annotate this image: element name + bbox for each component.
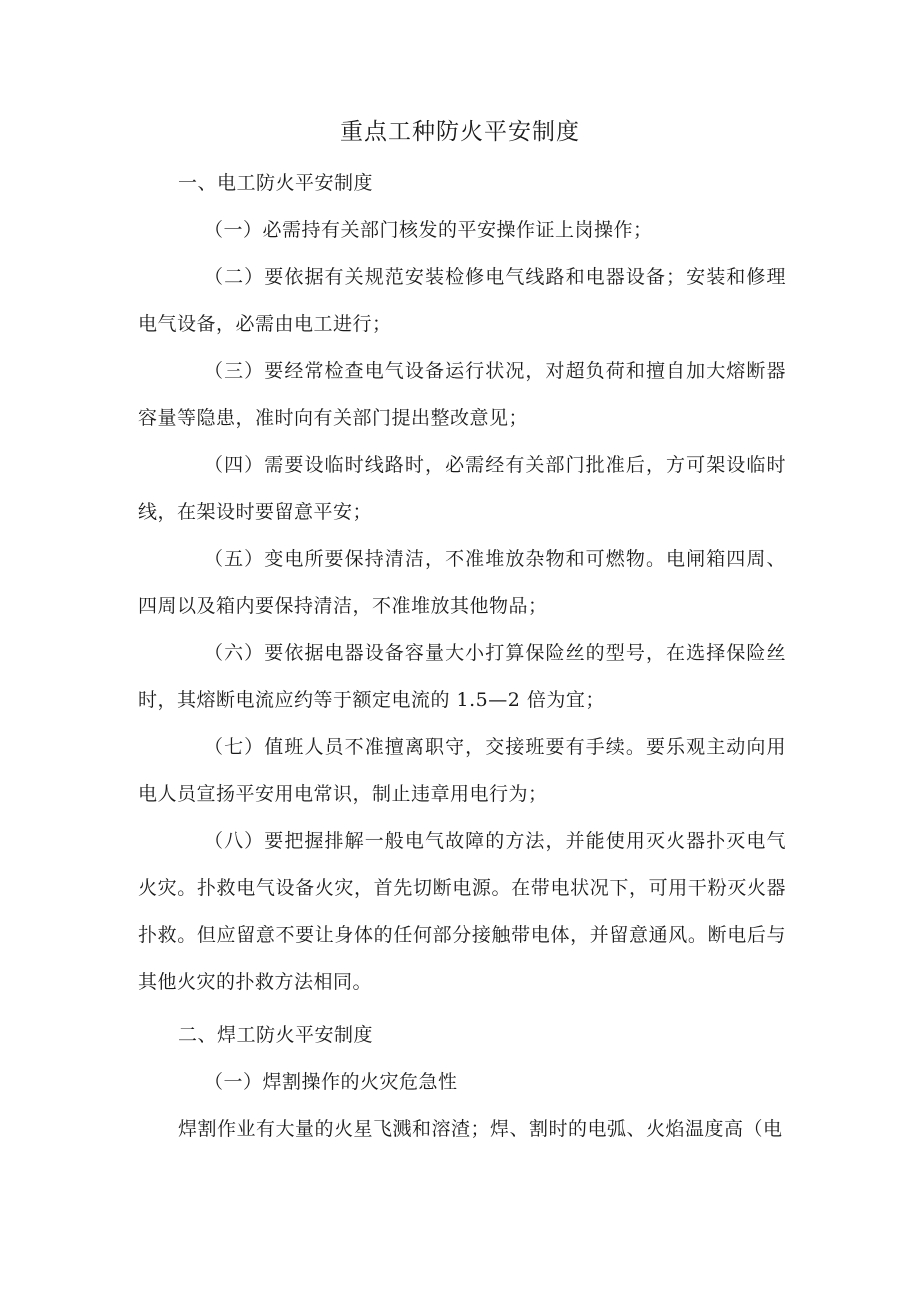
- welder-paragraph: 焊割作业有大量的火星飞溅和溶渣；焊、割时的电弧、火焰温度高（电: [178, 1118, 783, 1140]
- document-body: [138, 160, 786, 1153]
- electrician-rule-8: （八）要把握排解一般电气故障的方法，并能使用灭火器扑灭电气火灾。扑救电气设备火灾，首先切断电源。在带电状况下，可用干粉灭火器扑救。但应留意不要让身体的任何部分接触带电体，并留意通风。断电后与其他火灾的扑救方法相同。: [138, 830, 786, 993]
- electrician-rule-2: （二）要依据有关规范安装检修电气线路和电器设备；安装和修理电气设备，必需由电工进行；: [138, 266, 786, 335]
- electrician-rule-7: （七）值班人员不准擅离职守，交接班要有手续。要乐观主动向用电人员宣扬平安用电常识，制止违章用电行为；: [138, 736, 786, 805]
- electrician-rule-4: （四）需要设临时线路时，必需经有关部门批准后，方可架设临时线，在架设时要留意平安；: [138, 454, 786, 523]
- electrician-rule-6: （六）要依据电器设备容量大小打算保险丝的型号，在选择保险丝时，其熔断电流应约等于额定电流的 1.5—2 倍为宜；: [138, 642, 786, 711]
- section-heading-welder: 二、焊工防火平安制度: [178, 1024, 374, 1046]
- section-heading-electrician: 一、电工防火平安制度: [178, 172, 374, 194]
- electrician-rule-3: （三）要经常检查电气设备运行状况，对超负荷和擅自加大熔断器容量等隐患，准时向有关部门提出整改意见；: [138, 360, 786, 429]
- welder-rule-1: （一）焊割操作的火灾危急性: [204, 1071, 458, 1093]
- document-title: 重点工种防火平安制度: [340, 119, 580, 145]
- electrician-rule-5: （五）变电所要保持清洁，不准堆放杂物和可燃物。电闸箱四周、四周以及箱内要保持清洁，不准堆放其他物品；: [138, 548, 786, 617]
- electrician-rule-1: （一）必需持有关部门核发的平安操作证上岗操作；: [204, 219, 653, 241]
